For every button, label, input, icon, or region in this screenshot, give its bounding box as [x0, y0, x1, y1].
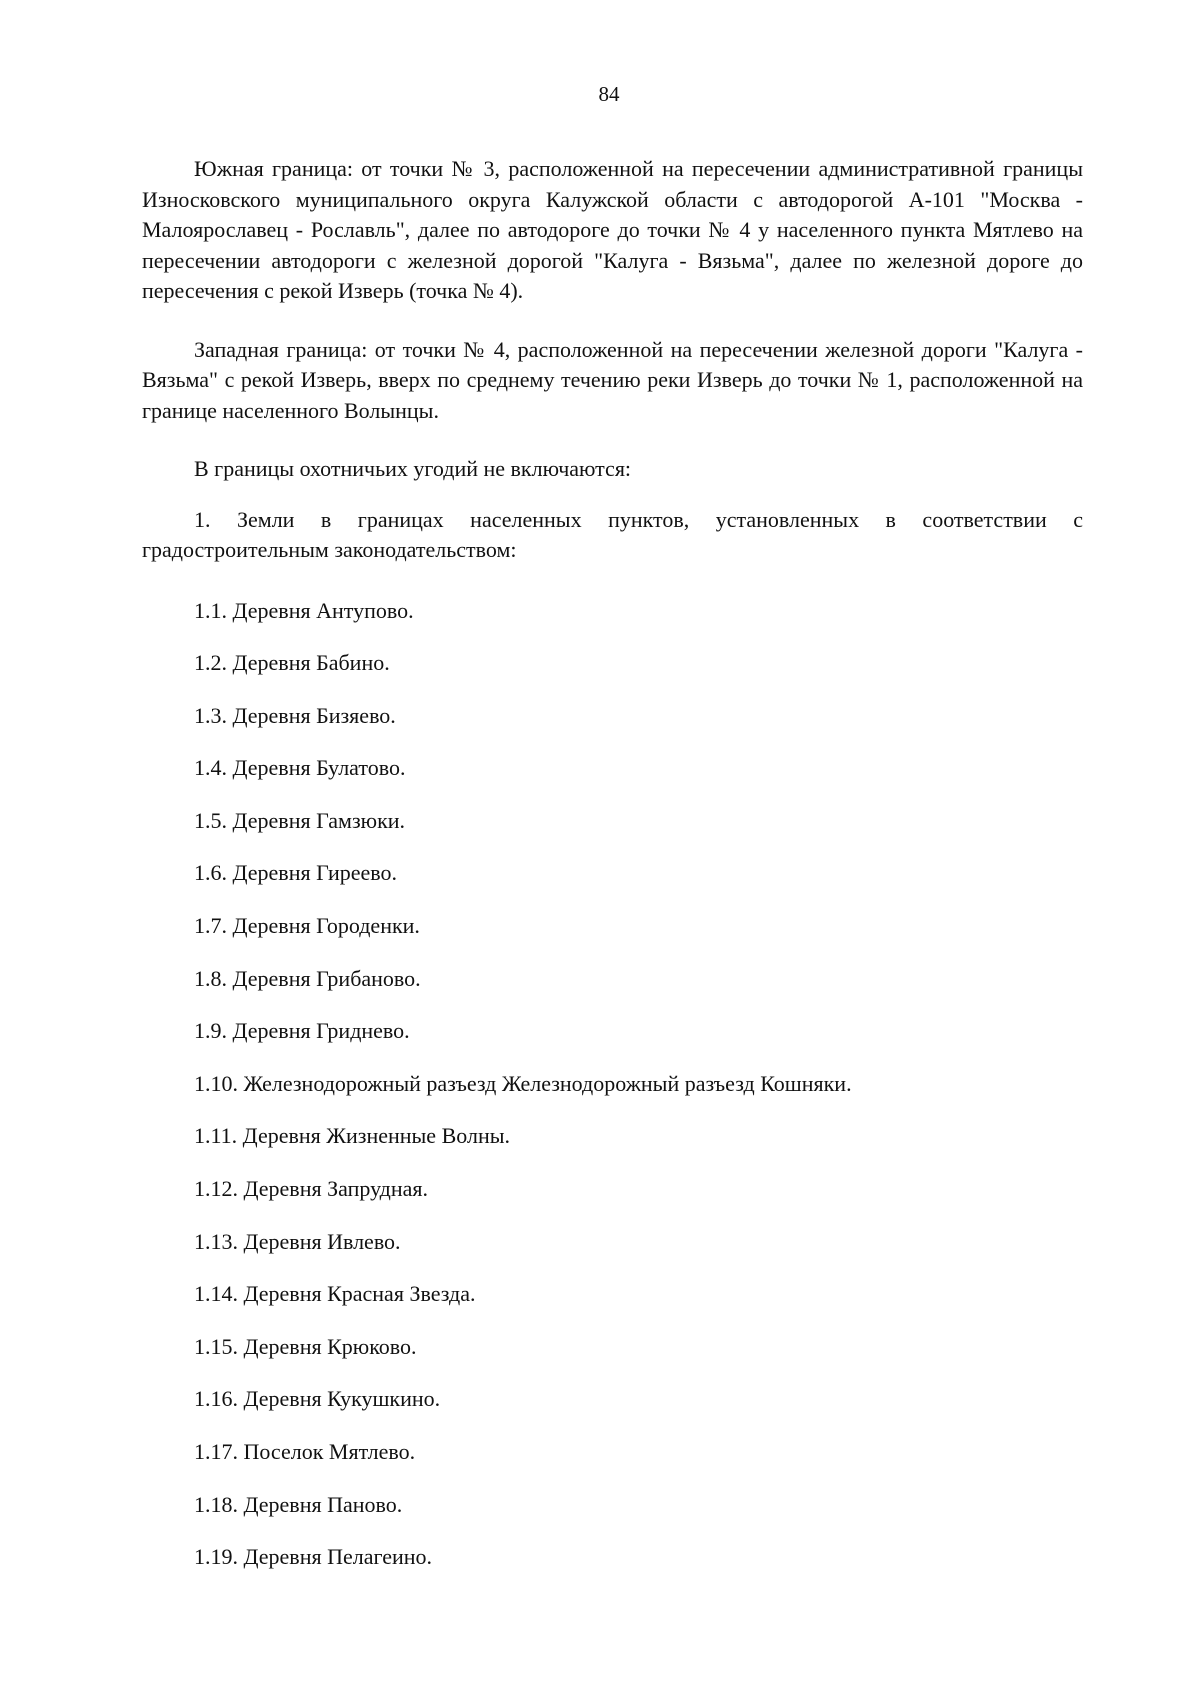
- list-item: 1.7. Деревня Городенки.: [194, 913, 420, 939]
- list-item: 1.17. Поселок Мятлево.: [194, 1439, 416, 1464]
- exclusions-heading: В границы охотничьих угодий не включаются:: [194, 456, 632, 481]
- list-item: 1.5. Деревня Гамзюки.: [194, 807, 406, 833]
- southern-border-paragraph: Южная граница: от точки № 3, расположенной на пересечении административной границы Износковского муниципального округа Калужской области с автодорогой А-101 "Москва - Малоярославец - Рославль", далее по автодороге до точки № 4 у населенного пункта Мятлево на пересечении автодороги с железной дорогой "Калуга - Вязьма", далее по железной дороге до пересечения с рекой Изверь (точка № 4).: [142, 156, 1083, 303]
- list-item: 1.15. Деревня Крюково.: [194, 1333, 417, 1359]
- list-item: 1.4. Деревня Булатово.: [194, 755, 406, 781]
- list-item: 1.2. Деревня Бабино.: [194, 650, 390, 676]
- list-item: 1.3. Деревня Бизяево.: [194, 702, 396, 728]
- document-body: [142, 154, 1083, 1595]
- list-item: 1.18. Деревня Паново.: [194, 1491, 403, 1517]
- list-item: 1.19. Деревня Пелагеино.: [194, 1544, 433, 1570]
- list-item: 1.12. Деревня Запрудная.: [194, 1176, 429, 1202]
- settlement-list: [142, 596, 1083, 1595]
- list-item: 1.10. Железнодорожный разъезд Железнодорожный разъезд Кошняки.: [194, 1070, 852, 1096]
- settlement-lands-paragraph: 1. Земли в границах населенных пунктов, установленных в соответствии с градостроительным законодательством:: [142, 506, 1083, 562]
- list-item: 1.11. Деревня Жизненные Волны.: [194, 1123, 510, 1149]
- list-item: 1.16. Деревня Кукушкино.: [194, 1386, 441, 1412]
- list-item: 1.8. Деревня Грибаново.: [194, 965, 421, 991]
- page-number: 84: [598, 82, 620, 106]
- list-item: 1.1. Деревня Антупово.: [194, 597, 414, 623]
- list-item: 1.13. Деревня Ивлево.: [194, 1228, 401, 1254]
- western-border-paragraph: Западная граница: от точки № 4, расположенной на пересечении железной дороги "Калуга - Вязьма" с рекой Изверь, вверх по среднему течению реки Изверь до точки № 1, расположенной на границе населенного Волынцы.: [142, 336, 1083, 423]
- list-item: 1.6. Деревня Гиреево.: [194, 860, 398, 886]
- list-item: 1.14. Деревня Красная Звезда.: [194, 1281, 476, 1307]
- list-item: 1.9. Деревня Гриднево.: [194, 1018, 410, 1044]
